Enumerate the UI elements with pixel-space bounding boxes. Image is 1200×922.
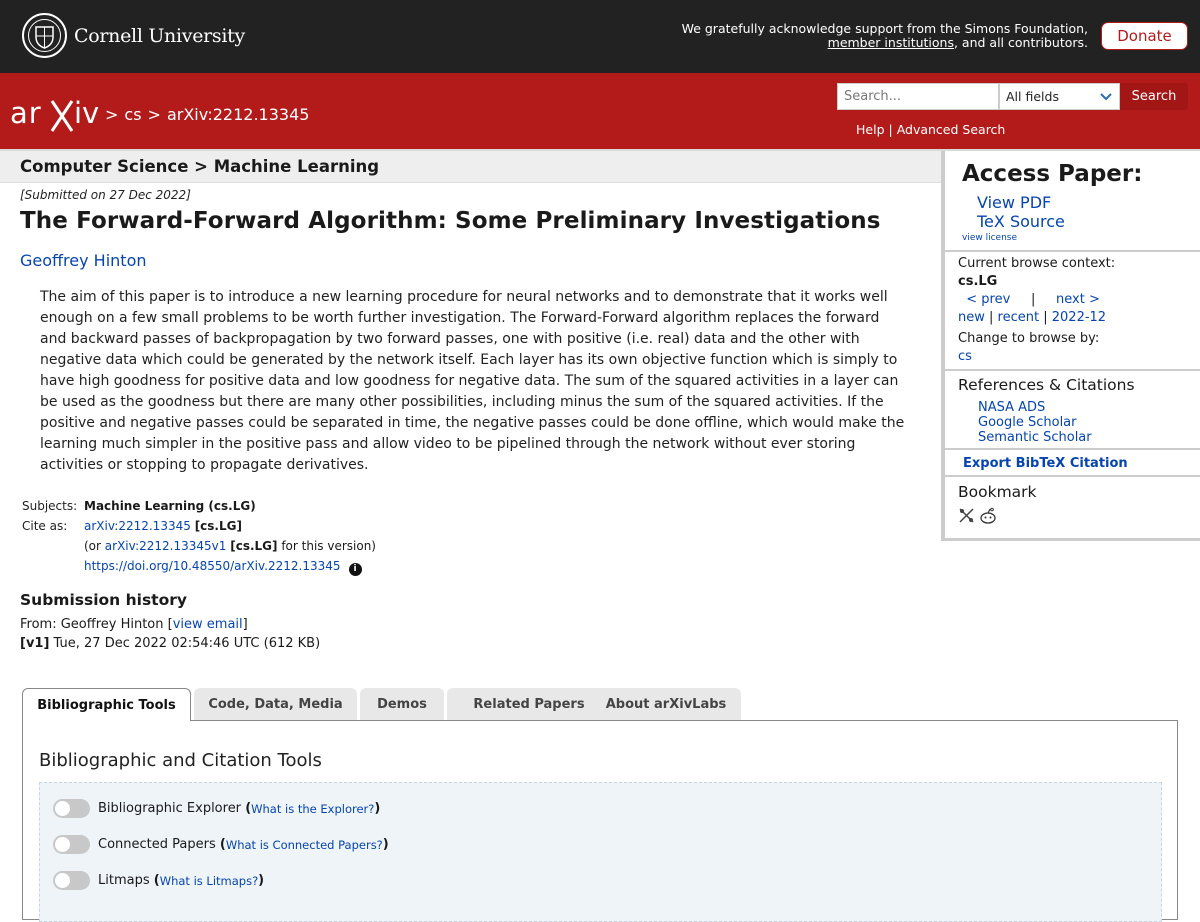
bibsonomy-icon[interactable] [958,507,975,524]
submission-from [20,617,248,632]
browse-context-label: Current browse context: [958,256,1116,271]
nasa-ads-link[interactable]: NASA ADS [978,400,1046,415]
litmaps-toggle[interactable] [53,871,90,890]
cite-or-text: (or [84,539,101,553]
paper-metadata [22,499,376,582]
toggle-label: Litmaps [98,873,150,888]
toggle-row-bibliographic-explorer: Bibliographic Explorer ( What is the Explorer? ) [53,799,380,818]
connected-papers-toggle[interactable] [53,835,90,854]
search-button[interactable]: Search [1120,83,1188,110]
svg-text:ar: ar [10,96,42,130]
view-license-link[interactable]: view license [962,233,1018,243]
search-field-value: All fields [1006,89,1059,104]
next-link[interactable]: next > [1056,292,1100,307]
submission-v1 [20,636,320,651]
doi-link[interactable]: https://doi.org/10.48550/arXiv.2212.13345 [84,559,341,573]
submission-history-title: Submission history [20,591,187,609]
breadcrumb [105,105,315,124]
version-label: [v1] [20,636,50,651]
panel-title: Bibliographic and Citation Tools [39,750,322,771]
cite-label: Cite as: [22,519,68,533]
cite-version-category: [cs.LG] [230,539,278,553]
reddit-icon[interactable] [979,507,997,525]
browse-cs-link[interactable]: cs [958,349,972,364]
subjects-value: Machine Learning (cs.LG) [84,499,256,513]
cornell-logo[interactable] [22,13,245,58]
list-links-separator-2: | [1043,310,1048,325]
cornell-seal-icon [22,13,67,58]
search-input[interactable]: Search... [837,83,999,110]
category-title: Computer Science > Machine Learning [20,157,380,176]
access-paper-title: Access Paper: [962,161,1143,187]
arxiv-logo-icon [10,93,102,135]
chevron-down-icon [1099,89,1113,103]
version-detail: Tue, 27 Dec 2022 02:54:46 UTC (612 KB) [53,636,321,651]
recent-link[interactable]: recent [997,310,1040,325]
info-icon[interactable]: i [349,563,362,576]
tab-about-arxivlabs[interactable]: About arXivLabs [591,688,741,720]
toggle-list [39,782,1162,922]
search-links [856,122,1005,137]
author-link[interactable]: Geoffrey Hinton [20,251,147,270]
arxiv-logo[interactable] [10,93,102,139]
support-line-1: We gratefully acknowledge support from the Simons Foundation, [681,21,1088,36]
tex-source-link[interactable]: TeX Source [977,212,1065,231]
breadcrumb-sep-1: > [105,105,119,124]
references-title: References & Citations [958,376,1135,394]
cite-category: [cs.LG] [194,519,242,533]
toggle-row-connected-papers: Connected Papers ( What is Connected Papers? ) [53,835,389,854]
bibliographic-explorer-toggle[interactable] [53,799,90,818]
cite-version-tail: for this version) [281,539,376,553]
google-scholar-link[interactable]: Google Scholar [978,415,1077,430]
prev-next-row [958,291,1115,309]
sidebar-divider-3 [945,475,1200,477]
references-links [978,400,1092,445]
toggle-help-link[interactable]: What is the Explorer? [251,801,375,816]
change-browse-label: Change to browse by: [958,331,1100,346]
category-bar [0,151,941,183]
month-link[interactable]: 2022-12 [1051,310,1107,325]
member-institutions-link[interactable]: member institutions [827,35,954,50]
submission-from-text: From: Geoffrey Hinton [ [20,617,173,632]
breadcrumb-paper-id: arXiv:2212.13345 [166,105,310,124]
toggle-help-link[interactable]: What is Litmaps? [159,873,259,888]
breadcrumb-cs[interactable]: cs [124,105,142,124]
support-line-2 [682,36,1088,50]
support-line-2-tail: , and all contributors. [953,35,1088,50]
semantic-scholar-link[interactable]: Semantic Scholar [978,430,1092,445]
access-paper-section [945,151,1200,252]
submission-from-close: ] [242,617,248,632]
svg-text:iv: iv [74,96,100,130]
cite-id-link[interactable]: arXiv:2212.13345 [84,519,191,533]
prev-link[interactable]: < prev [966,292,1011,307]
sidebar [941,151,1200,541]
tab-bibliographic-tools[interactable]: Bibliographic Tools [22,688,191,721]
submitted-date: [Submitted on 27 Dec 2022] [20,188,191,202]
tab-demos[interactable]: Demos [360,688,444,720]
toggle-label: Connected Papers [98,837,216,852]
access-links [977,193,1065,231]
donate-button[interactable]: Donate [1101,22,1188,50]
search-field-select[interactable] [999,83,1120,110]
view-email-link[interactable]: view email [172,617,243,632]
breadcrumb-sep-2: > [147,105,161,124]
bookmark-title: Bookmark [958,483,1037,501]
prev-next-separator: | [1030,292,1036,307]
view-pdf-link[interactable]: View PDF [977,193,1052,212]
tab-code-data-media[interactable]: Code, Data, Media [194,688,357,720]
browse-context-value: cs.LG [958,274,998,289]
cite-version-link[interactable]: arXiv:2212.13345v1 [104,539,227,553]
arxiv-header [0,73,1200,151]
new-link[interactable]: new [958,310,985,325]
tab-related-papers[interactable]: Related Papers [447,688,611,720]
export-bibtex-link[interactable]: Export BibTeX Citation [963,456,1128,471]
paper-title: The Forward-Forward Algorithm: Some Preliminary Investigations [20,208,881,234]
help-link[interactable]: Help [856,122,885,137]
subjects-label: Subjects: [22,499,78,513]
bookmark-icons [958,507,997,525]
sidebar-divider-2 [945,448,1200,450]
cornell-name: Cornell University [74,24,245,47]
browse-context [958,255,1115,366]
toggle-row-litmaps: Litmaps ( What is Litmaps? ) [53,871,264,890]
toggle-help-link[interactable]: What is Connected Papers? [225,837,383,852]
search-links-separator: | [888,122,893,137]
list-links-separator-1: | [989,310,994,325]
list-links-row [958,309,1115,327]
tab-panel [22,720,1178,920]
cornell-header [0,0,1200,73]
toggle-label: Bibliographic Explorer [98,801,242,816]
sidebar-divider-1 [945,369,1200,371]
abstract: The aim of this paper is to introduce a new learning procedure for neural networks and to demonstrate that it works well enough on a few small problems to be worth further investigation. The Forward-Forward algorithm replaces the forward and backward passes of backpropagation by two forward passes, one with positive (i.e. real) data and the other with negative data which could be generated by the network itself. Each layer has its own objective function which is simply to have high goodness for positive data and low goodness for negative data. The sum of the squared activities in a layer can be used as the goodness but there are many other possibilities, including minus the sum of the squared activities. If the positive and negative passes could be separated in time, the negative passes could be done offline, which would make the learning much simpler in the positive pass and allow video to be pipelined through the network without ever storing activities or stopping to propagate derivatives. [40,289,905,473]
support-acknowledgement [682,22,1088,50]
advanced-search-link[interactable]: Advanced Search [896,122,1006,137]
